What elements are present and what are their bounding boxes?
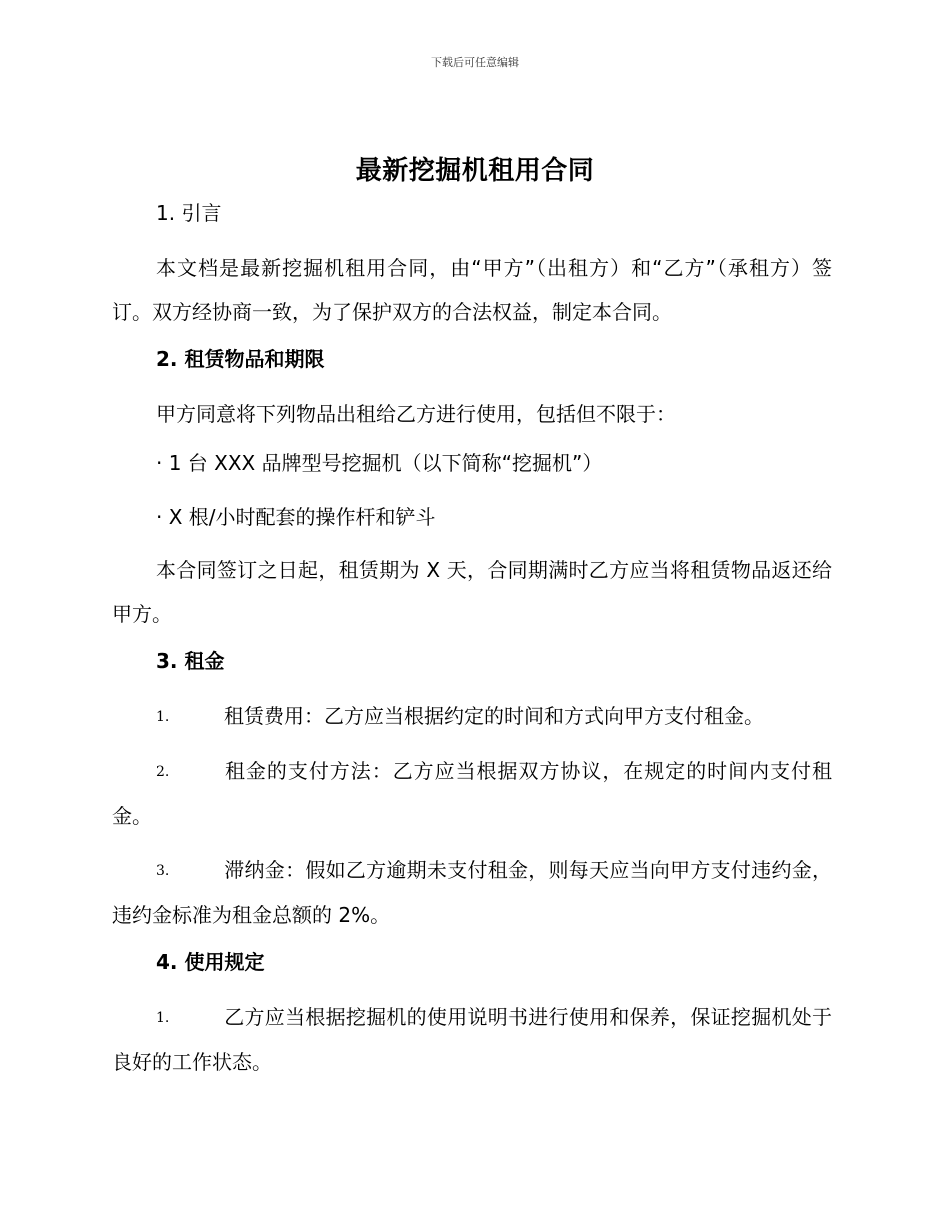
list-item: · X 根/小时配套的操作杆和铲斗 [156, 505, 436, 529]
section-2-paragraph: 本合同签订之日起，租赁期为 X 天，合同期满时乙方应当将租赁物品返还给甲方。 [112, 558, 832, 626]
section-1-paragraph: 本文档是最新挖掘机租用合同，由“甲方”（出租方）和“乙方”（承租方）签订。双方经协商一致，为了保护双方的合法权益，制定本合同。 [112, 256, 832, 324]
list-item [112, 848, 832, 937]
item-text: 滞纳金：假如乙方逾期未支付租金，则每天应当向甲方支付违约金，违约金标准为租金总额的 2%。 [112, 858, 832, 927]
section-2-heading: 2. 租赁物品和期限 [156, 347, 325, 371]
section-3-heading: 3. 租金 [156, 649, 225, 673]
item-text: 租赁费用：乙方应当根据约定的时间和方式向甲方支付租金。 [224, 704, 764, 728]
item-text: 乙方应当根据挖掘机的使用说明书进行使用和保养，保证挖掘机处于良好的工作状态。 [112, 1005, 832, 1074]
document-body [112, 196, 832, 1084]
item-text: 租金的支付方法：乙方应当根据双方协议，在规定的时间内支付租金。 [112, 759, 832, 828]
section-4-heading: 4. 使用规定 [156, 950, 265, 974]
section-1-heading: 1. 引言 [156, 201, 222, 225]
document-title: 最新挖掘机租用合同 [355, 156, 595, 186]
list-item [112, 749, 832, 838]
list-item [112, 694, 832, 739]
list-item: · 1 台 XXX 品牌型号挖掘机（以下简称“挖掘机”） [156, 451, 603, 475]
page-header-note: 下载后可任意编辑 [431, 56, 519, 69]
item-number: 2. [156, 764, 170, 780]
list-item [112, 995, 832, 1084]
item-number: 1. [156, 709, 170, 725]
item-number: 3. [156, 863, 170, 879]
section-2-intro: 甲方同意将下列物品出租给乙方进行使用，包括但不限于： [156, 402, 676, 426]
item-number: 1. [156, 1010, 170, 1026]
